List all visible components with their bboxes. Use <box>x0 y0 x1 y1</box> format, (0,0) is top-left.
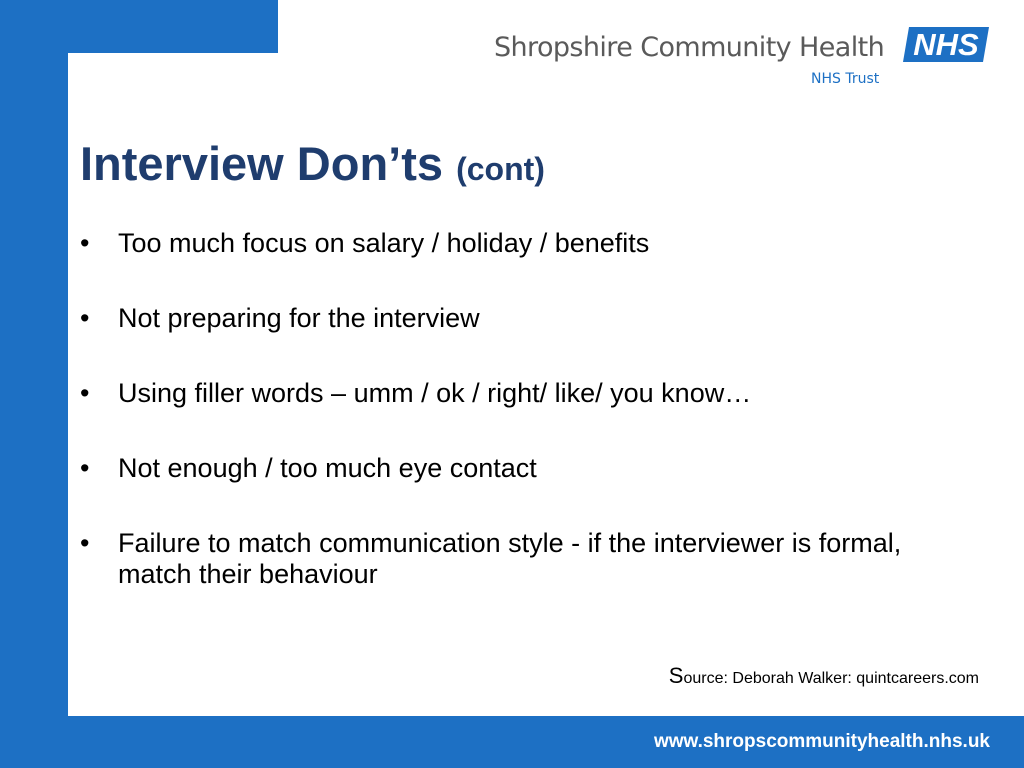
slide-title <box>80 136 545 191</box>
org-name: Shropshire Community Health <box>494 32 885 63</box>
bullet-text: Too much focus on salary / holiday / benefits <box>118 228 650 258</box>
source-text: ource: Deborah Walker: quintcareers.com <box>683 670 979 687</box>
nhs-logo <box>903 27 989 62</box>
slide-title-main: Interview Don’ts <box>80 137 444 190</box>
source-initial: S <box>668 663 684 688</box>
top-accent-block <box>68 0 278 53</box>
left-accent-bar <box>0 0 68 768</box>
bullet-icon: • <box>80 228 90 258</box>
list-item <box>80 453 960 484</box>
footer-url-link[interactable]: www.shropscommunityhealth.nhs.uk <box>653 731 990 752</box>
slide-title-suffix: (cont) <box>456 151 545 187</box>
bullet-icon: • <box>80 378 90 408</box>
trust-name: NHS Trust <box>811 71 880 87</box>
bullet-text: Not enough / too much eye contact <box>118 453 537 483</box>
bullet-icon: • <box>80 528 90 558</box>
bullet-text: Using filler words – umm / ok / right/ like/ you know… <box>118 378 752 408</box>
bullet-icon: • <box>80 453 90 483</box>
bullet-icon: • <box>80 303 90 333</box>
bullet-text: Not preparing for the interview <box>118 303 480 333</box>
bullet-list <box>80 228 960 634</box>
list-item <box>80 303 960 334</box>
list-item <box>80 228 960 259</box>
list-item <box>80 528 960 590</box>
list-item <box>80 378 960 409</box>
bullet-text: Failure to match communication style - if the interviewer is formal, match their behaviour <box>118 528 902 589</box>
source-citation <box>669 663 979 689</box>
nhs-logo-text: NHS <box>913 27 979 62</box>
